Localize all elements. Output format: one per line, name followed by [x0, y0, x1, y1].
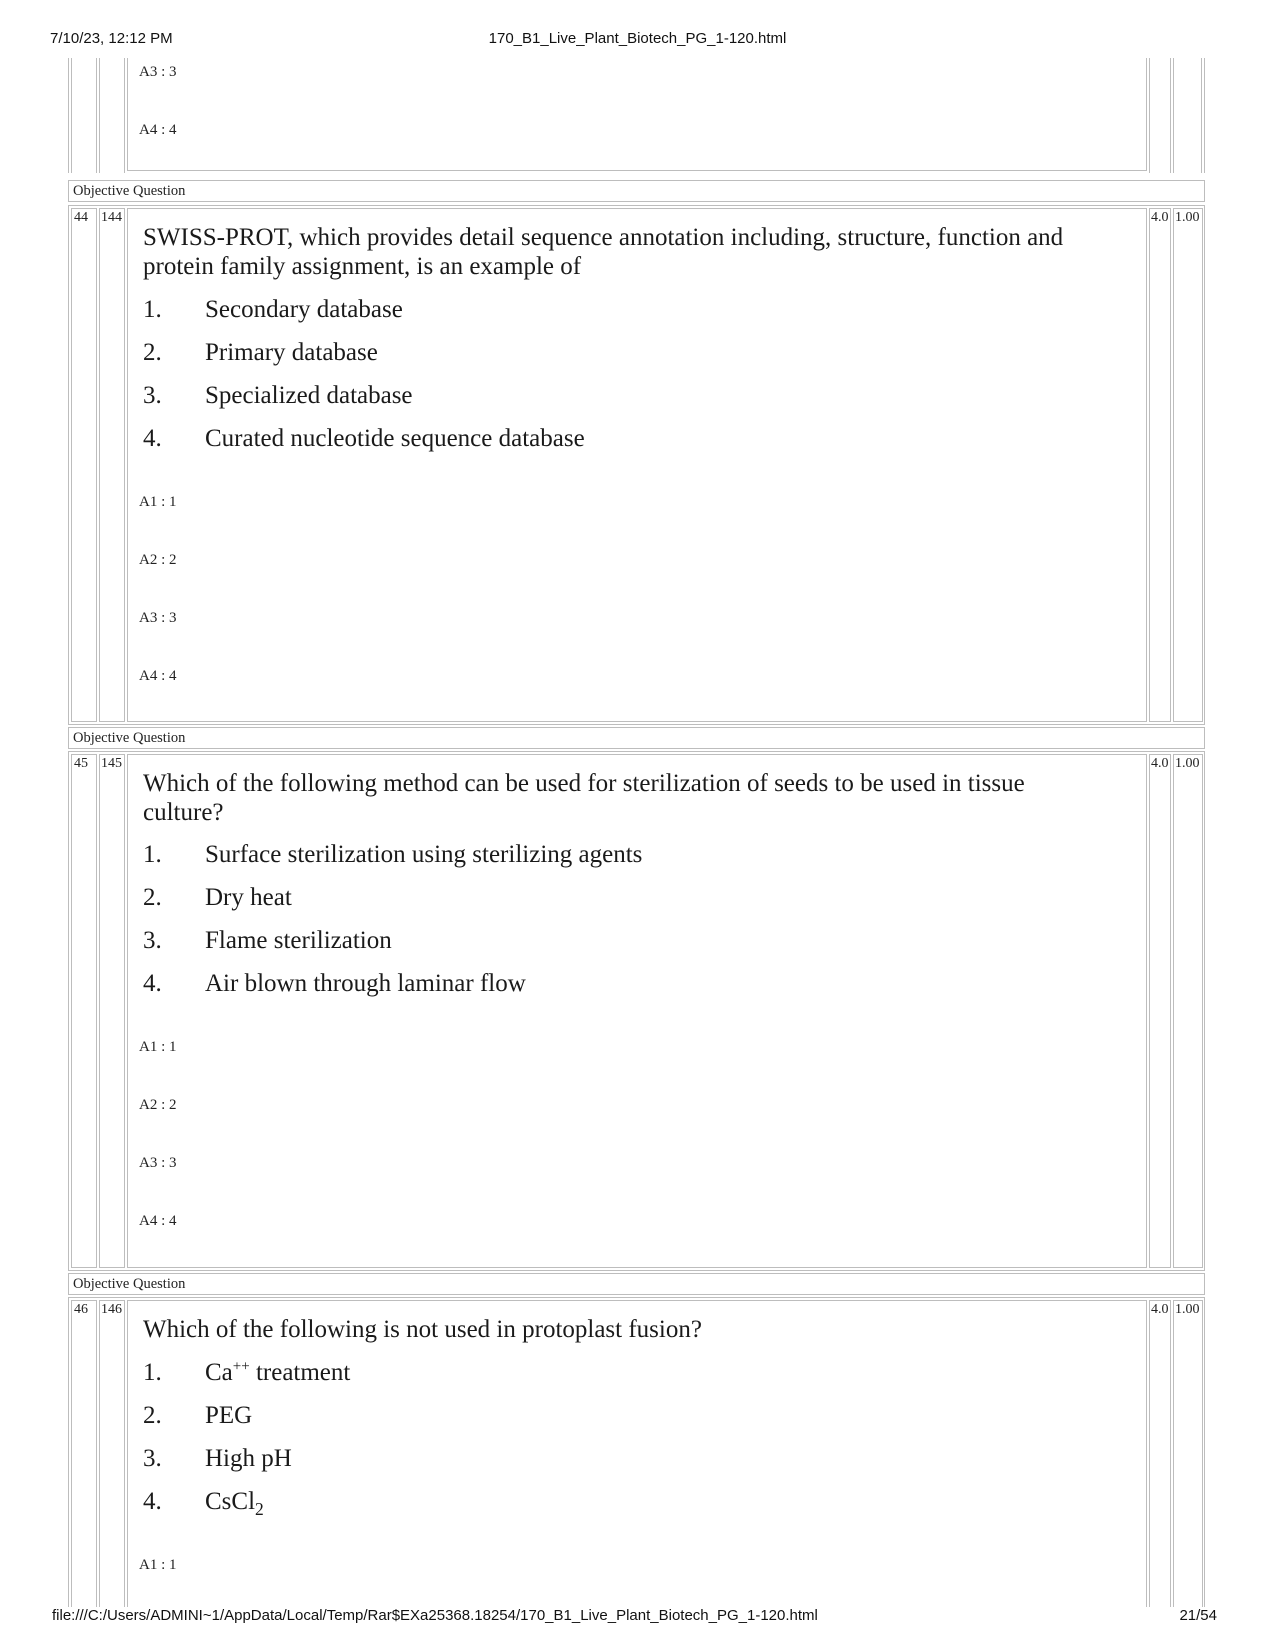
table-border — [127, 169, 1147, 171]
answer-label: A1 : 1 — [139, 1557, 177, 1573]
question-text: Which of the following is not used in protoplast fusion? — [143, 1316, 702, 1343]
qid-cell — [99, 1300, 125, 1607]
qid-cell — [99, 754, 125, 1268]
question-id: 145 — [101, 756, 122, 771]
section-label: Objective Question — [73, 183, 186, 199]
option-2: 2. Dry heat — [143, 884, 292, 911]
table-border — [1149, 58, 1150, 173]
answer-label: A2 : 2 — [139, 552, 177, 568]
answer-label: A4 : 4 — [139, 1213, 177, 1229]
serial-cell — [71, 1300, 97, 1607]
print-page-number: 21/54 — [1179, 1607, 1217, 1624]
answer-label: A3 : 3 — [139, 610, 177, 626]
table-border — [124, 58, 125, 173]
option-3: 3. Specialized database — [143, 382, 413, 409]
section-label: Objective Question — [73, 1276, 186, 1292]
table-border — [96, 58, 97, 173]
option-4: 4. Curated nucleotide sequence database — [143, 425, 585, 452]
answer-label: A3 : 3 — [139, 1155, 177, 1171]
marks-cell — [1149, 1300, 1171, 1607]
section-header-row — [68, 727, 1205, 749]
option-3: 3. High pH — [143, 1445, 292, 1472]
section-header-row — [68, 1273, 1205, 1295]
option-1: 1. Secondary database — [143, 296, 403, 323]
option-2: 2. PEG — [143, 1402, 253, 1429]
negative-marks-value: 1.00 — [1175, 210, 1200, 225]
table-border — [127, 58, 128, 170]
print-doc-title: 170_B1_Live_Plant_Biotech_PG_1-120.html — [488, 30, 787, 47]
table-border — [71, 58, 72, 173]
serial-number: 46 — [74, 1302, 88, 1317]
answer-label: A1 : 1 — [139, 494, 177, 510]
table-border — [1173, 58, 1174, 173]
table-border — [1170, 58, 1171, 173]
table-border — [99, 58, 100, 173]
answer-label: A2 : 2 — [139, 1097, 177, 1113]
marks-value: 4.0 — [1151, 210, 1169, 225]
serial-number: 44 — [74, 210, 88, 225]
option-4: 4. Air blown through laminar flow — [143, 970, 526, 997]
serial-cell — [71, 754, 97, 1268]
qid-cell — [99, 208, 125, 722]
print-datetime: 7/10/23, 12:12 PM — [50, 30, 173, 47]
answer-label: A4 : 4 — [139, 668, 177, 684]
negative-cell — [1173, 1300, 1203, 1607]
option-3: 3. Flame sterilization — [143, 927, 392, 954]
option-1: 1. Surface sterilization using sterilizing agents — [143, 841, 643, 868]
section-header-row — [68, 180, 1205, 202]
section-label: Objective Question — [73, 730, 186, 746]
question-id: 146 — [101, 1302, 122, 1317]
question-id: 144 — [101, 210, 122, 225]
negative-marks-value: 1.00 — [1175, 756, 1200, 771]
question-text: Which of the following method can be used for sterilization of seeds to be used in tissue culture? — [143, 770, 1025, 826]
table-border — [1201, 58, 1202, 173]
table-border — [68, 58, 69, 173]
serial-cell — [71, 208, 97, 722]
marks-cell — [1149, 208, 1171, 722]
marks-cell — [1149, 754, 1171, 1268]
negative-marks-value: 1.00 — [1175, 1302, 1200, 1317]
question-text: SWISS-PROT, which provides detail sequence annotation including, structure, function and protein family assignment, is an example of — [143, 224, 1064, 280]
option-2: 2. Primary database — [143, 339, 378, 366]
answer-label: A3 : 3 — [139, 64, 177, 80]
table-border — [1146, 58, 1147, 170]
question-cell — [127, 208, 1147, 722]
serial-number: 45 — [74, 756, 88, 771]
marks-value: 4.0 — [1151, 756, 1169, 771]
table-border — [1204, 58, 1205, 173]
marks-value: 4.0 — [1151, 1302, 1169, 1317]
negative-cell — [1173, 754, 1203, 1268]
question-cell — [127, 754, 1147, 1268]
option-1: 1. Ca++ treatment — [143, 1358, 351, 1386]
option-4: 4. CsCl$_2$ — [143, 1488, 264, 1519]
negative-cell — [1173, 208, 1203, 722]
answer-label: A1 : 1 — [139, 1039, 177, 1055]
print-file-path: file:///C:/Users/ADMINI~1/AppData/Local/Temp/Rar$EXa25368.18254/170_B1_Live_Plant_Biotech_PG_1-120.html — [52, 1607, 818, 1624]
answer-label: A4 : 4 — [139, 122, 177, 138]
